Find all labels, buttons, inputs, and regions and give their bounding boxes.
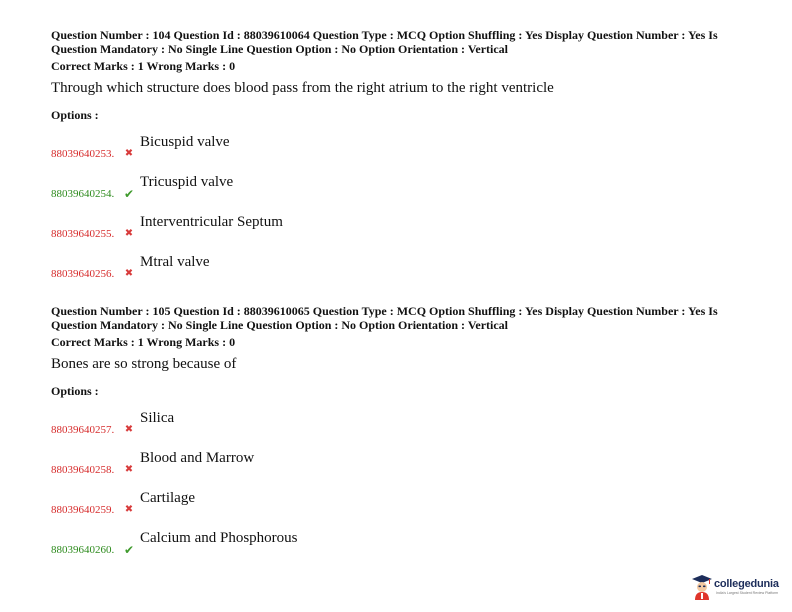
option-text: Blood and Marrow xyxy=(140,450,255,466)
option-id: 88039640256. xyxy=(51,268,115,280)
question-marks: Correct Marks : 1 Wrong Marks : 0 xyxy=(51,59,236,73)
cross-icon: ✖ xyxy=(124,424,134,435)
option-text: Cartilage xyxy=(140,490,195,506)
cross-icon: ✖ xyxy=(124,228,134,239)
options-label: Options : xyxy=(51,384,99,398)
logo-wordmark: collegedunia xyxy=(714,578,779,590)
option-item xyxy=(51,444,751,484)
option-id: 88039640254. xyxy=(51,188,115,200)
cross-icon: ✖ xyxy=(124,268,134,279)
option-text: Interventricular Septum xyxy=(140,214,283,230)
option-item xyxy=(51,128,751,168)
option-text: Silica xyxy=(140,410,175,426)
option-id: 88039640255. xyxy=(51,228,115,240)
option-item xyxy=(51,248,751,288)
check-icon: ✔ xyxy=(123,187,135,201)
cross-icon: ✖ xyxy=(124,464,134,475)
question-block-105 xyxy=(51,305,751,564)
option-id: 88039640253. xyxy=(51,148,115,160)
option-text: Mtral valve xyxy=(140,254,210,270)
collegedunia-logo xyxy=(691,572,783,602)
option-item xyxy=(51,404,751,444)
option-item xyxy=(51,168,751,208)
options-list xyxy=(51,128,751,288)
option-item xyxy=(51,208,751,248)
option-text: Tricuspid valve xyxy=(140,174,234,190)
check-icon: ✔ xyxy=(123,543,135,557)
option-id: 88039640260. xyxy=(51,544,115,556)
question-meta: Question Number : 105 Question Id : 88039610065 Question Type : MCQ Option Shuffling : Yes Display Question Number : Yes Is Question Mandatory : No Single Line Question Option : No Option Orientation : Vertical xyxy=(51,304,718,332)
cross-icon: ✖ xyxy=(124,148,134,159)
options-list xyxy=(51,404,751,564)
question-text: Bones are so strong because of xyxy=(51,356,237,372)
options-label: Options : xyxy=(51,108,99,122)
question-block-104 xyxy=(51,29,751,288)
logo-tagline: India's Largest Student Review Platform xyxy=(716,591,779,595)
cross-icon: ✖ xyxy=(124,504,134,515)
question-meta: Question Number : 104 Question Id : 88039610064 Question Type : MCQ Option Shuffling : Yes Display Question Number : Yes Is Question Mandatory : No Single Line Question Option : No Option Orientation : Vertical xyxy=(51,28,718,56)
question-text: Through which structure does blood pass from the right atrium to the right ventricle xyxy=(51,80,554,96)
option-id: 88039640259. xyxy=(51,504,115,516)
question-marks: Correct Marks : 1 Wrong Marks : 0 xyxy=(51,335,236,349)
option-item xyxy=(51,524,751,564)
option-id: 88039640258. xyxy=(51,464,115,476)
graduate-mascot-icon xyxy=(691,574,713,600)
option-text: Bicuspid valve xyxy=(140,134,230,150)
option-id: 88039640257. xyxy=(51,424,115,436)
option-item xyxy=(51,484,751,524)
option-text: Calcium and Phosphorous xyxy=(140,530,298,546)
